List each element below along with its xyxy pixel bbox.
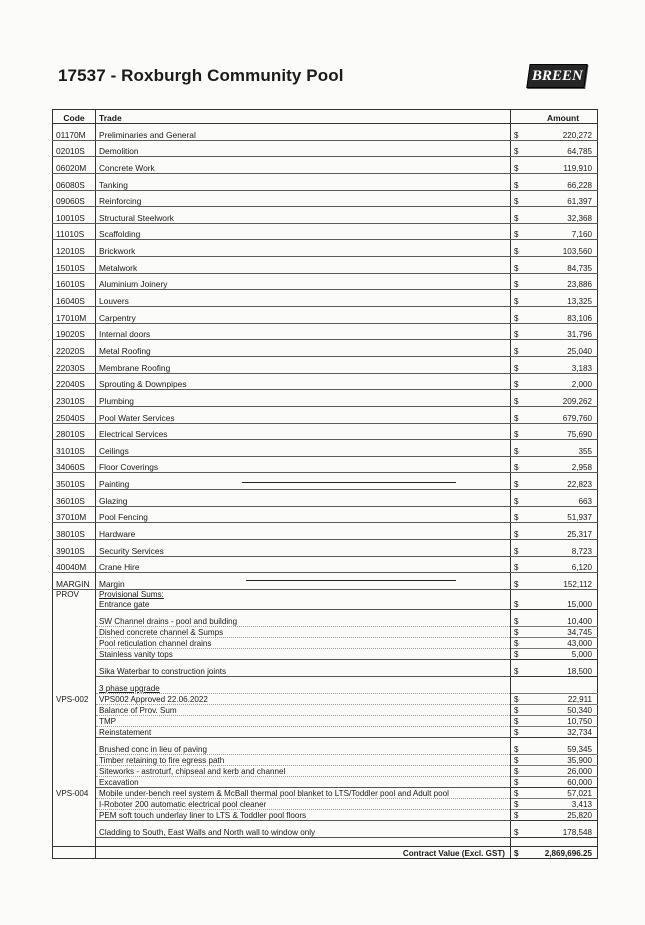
row-currency: $ bbox=[511, 754, 532, 765]
row-code: 12010S bbox=[53, 240, 96, 257]
row-amount: 10,750 bbox=[531, 715, 598, 726]
row-amount: 61,397 bbox=[531, 190, 598, 207]
row-trade: Sika Waterbar to construction joints bbox=[96, 666, 511, 677]
row-trade: Timber retaining to fire egress path bbox=[96, 754, 511, 765]
table-row bbox=[53, 573, 598, 590]
row-amount: 7,160 bbox=[531, 223, 598, 240]
row-amount: 355 bbox=[531, 440, 598, 457]
row-code: 37010M bbox=[53, 506, 96, 523]
row-currency: $ bbox=[511, 798, 532, 809]
row-amount: 2,958 bbox=[531, 456, 598, 473]
table-row bbox=[53, 423, 598, 440]
row-currency: $ bbox=[511, 666, 532, 677]
row-code: 02010S bbox=[53, 140, 96, 157]
row-amount: 66,228 bbox=[531, 173, 598, 190]
row-currency: $ bbox=[511, 290, 532, 307]
row-code: 39010S bbox=[53, 540, 96, 557]
table-row bbox=[53, 754, 598, 765]
row-amount: 18,500 bbox=[531, 666, 598, 677]
table-row bbox=[53, 257, 598, 274]
row-trade: TMP bbox=[96, 715, 511, 726]
row-trade: Siteworks - astroturf, chipseal and kerb and channel bbox=[96, 765, 511, 776]
table-row bbox=[53, 589, 598, 599]
row-currency: $ bbox=[511, 140, 532, 157]
row-code: 16010S bbox=[53, 273, 96, 290]
row-amount: 60,000 bbox=[531, 776, 598, 787]
table-row bbox=[53, 523, 598, 540]
row-amount: 10,400 bbox=[531, 616, 598, 627]
header-currency-spacer bbox=[511, 110, 532, 124]
row-amount: 64,785 bbox=[531, 140, 598, 157]
row-code: PROV bbox=[53, 589, 96, 599]
row-amount: 23,886 bbox=[531, 273, 598, 290]
table-row bbox=[53, 626, 598, 637]
row-trade: Preliminaries and General bbox=[96, 124, 511, 141]
row-trade: Scaffolding bbox=[96, 223, 511, 240]
row-amount: 31,796 bbox=[531, 323, 598, 340]
table-row bbox=[53, 273, 598, 290]
row-trade: Pool reticulation channel drains bbox=[96, 637, 511, 648]
row-currency: $ bbox=[511, 406, 532, 423]
row-currency: $ bbox=[511, 809, 532, 820]
table-row bbox=[53, 190, 598, 207]
row-amount: 209,262 bbox=[531, 390, 598, 407]
row-currency: $ bbox=[511, 765, 532, 776]
table-row bbox=[53, 323, 598, 340]
row-code: 22020S bbox=[53, 340, 96, 357]
row-trade: Pool Water Services bbox=[96, 406, 511, 423]
scan-mark-line bbox=[242, 482, 456, 483]
row-currency: $ bbox=[511, 456, 532, 473]
row-currency: $ bbox=[511, 599, 532, 610]
row-currency: $ bbox=[511, 440, 532, 457]
row-amount: 32,734 bbox=[531, 726, 598, 737]
row-code: 15010S bbox=[53, 257, 96, 274]
row-trade: Floor Coverings bbox=[96, 456, 511, 473]
cost-table bbox=[52, 109, 598, 859]
row-amount: 25,040 bbox=[531, 340, 598, 357]
row-trade: Brushed conc in lieu of paving bbox=[96, 744, 511, 755]
row-amount: 3,413 bbox=[531, 798, 598, 809]
table-row bbox=[53, 556, 598, 573]
row-trade: Stainless vanity tops bbox=[96, 648, 511, 659]
row-amount: 663 bbox=[531, 490, 598, 507]
row-currency: $ bbox=[511, 356, 532, 373]
row-currency: $ bbox=[511, 223, 532, 240]
row-amount: 2,000 bbox=[531, 373, 598, 390]
header-amount: Amount bbox=[531, 110, 598, 124]
row-trade: Entrance gate bbox=[96, 599, 511, 610]
row-trade: Metalwork bbox=[96, 257, 511, 274]
table-row bbox=[53, 490, 598, 507]
total-row bbox=[53, 846, 598, 858]
row-amount: 75,690 bbox=[531, 423, 598, 440]
row-currency: $ bbox=[511, 207, 532, 224]
row-currency: $ bbox=[511, 556, 532, 573]
row-amount: 35,900 bbox=[531, 754, 598, 765]
row-trade: Sprouting & Downpipes bbox=[96, 373, 511, 390]
row-amount: 103,560 bbox=[531, 240, 598, 257]
table-row bbox=[53, 683, 598, 694]
row-code: 36010S bbox=[53, 490, 96, 507]
row-code: 01170M bbox=[53, 124, 96, 141]
row-currency: $ bbox=[511, 340, 532, 357]
row-trade: I-Roboter 200 automatic electrical pool cleaner bbox=[96, 798, 511, 809]
row-currency: $ bbox=[511, 307, 532, 324]
row-currency: $ bbox=[511, 490, 532, 507]
row-trade: Reinstatement bbox=[96, 726, 511, 737]
logo-text: BREEN bbox=[531, 67, 583, 84]
row-code: 19020S bbox=[53, 323, 96, 340]
table-row bbox=[53, 124, 598, 141]
table-row bbox=[53, 704, 598, 715]
row-trade: SW Channel drains - pool and building bbox=[96, 616, 511, 627]
row-trade: Structural Steelwork bbox=[96, 207, 511, 224]
row-currency: $ bbox=[511, 523, 532, 540]
row-currency: $ bbox=[511, 776, 532, 787]
table-row bbox=[53, 666, 598, 677]
row-code: 38010S bbox=[53, 523, 96, 540]
row-code: VPS-002 bbox=[53, 693, 96, 704]
row-amount: 22,823 bbox=[531, 473, 598, 490]
row-trade: Mobile under-bench reel system & McBall thermal pool blanket to LTS/Toddler pool and Adult pool bbox=[96, 787, 511, 798]
table-row bbox=[53, 440, 598, 457]
row-trade: Crane Hire bbox=[96, 556, 511, 573]
row-currency: $ bbox=[511, 173, 532, 190]
row-amount: 5,000 bbox=[531, 648, 598, 659]
row-amount: 57,021 bbox=[531, 787, 598, 798]
row-trade: Security Services bbox=[96, 540, 511, 557]
table-row bbox=[53, 798, 598, 809]
row-currency: $ bbox=[511, 124, 532, 141]
row-code: 25040S bbox=[53, 406, 96, 423]
scan-mark-line bbox=[246, 580, 456, 581]
page-title: 17537 - Roxburgh Community Pool bbox=[58, 66, 344, 85]
table-row bbox=[53, 765, 598, 776]
table-row bbox=[53, 726, 598, 737]
row-trade: Tanking bbox=[96, 173, 511, 190]
row-amount: 43,000 bbox=[531, 637, 598, 648]
table-row bbox=[53, 406, 598, 423]
row-currency: $ bbox=[511, 648, 532, 659]
row-code: 16040S bbox=[53, 290, 96, 307]
row-amount: 220,272 bbox=[531, 124, 598, 141]
table-row bbox=[53, 787, 598, 798]
table-row bbox=[53, 240, 598, 257]
row-code: 06080S bbox=[53, 173, 96, 190]
row-trade: Metal Roofing bbox=[96, 340, 511, 357]
row-trade: Provisional Sums: bbox=[96, 589, 511, 599]
row-amount: 25,317 bbox=[531, 523, 598, 540]
row-currency: $ bbox=[511, 273, 532, 290]
table-row bbox=[53, 173, 598, 190]
row-code: 22030S bbox=[53, 356, 96, 373]
total-currency: $ bbox=[511, 846, 532, 858]
row-currency: $ bbox=[511, 506, 532, 523]
row-trade: Electrical Services bbox=[96, 423, 511, 440]
row-code: 11010S bbox=[53, 223, 96, 240]
row-code: 17010M bbox=[53, 307, 96, 324]
row-amount: 59,345 bbox=[531, 744, 598, 755]
row-trade: Margin bbox=[96, 573, 511, 590]
row-currency: $ bbox=[511, 704, 532, 715]
row-amount: 83,106 bbox=[531, 307, 598, 324]
row-trade: Excavation bbox=[96, 776, 511, 787]
row-currency: $ bbox=[511, 827, 532, 838]
row-currency: $ bbox=[511, 257, 532, 274]
row-amount: 84,735 bbox=[531, 257, 598, 274]
row-trade: PEM soft touch underlay liner to LTS & Toddler pool floors bbox=[96, 809, 511, 820]
breen-logo bbox=[526, 64, 587, 88]
table-row bbox=[53, 809, 598, 820]
row-currency: $ bbox=[511, 473, 532, 490]
row-code: 31010S bbox=[53, 440, 96, 457]
row-trade: Glazing bbox=[96, 490, 511, 507]
row-code: 23010S bbox=[53, 390, 96, 407]
row-code: VPS-004 bbox=[53, 787, 96, 798]
table-body bbox=[53, 124, 598, 859]
row-amount: 13,325 bbox=[531, 290, 598, 307]
row-amount: 3,183 bbox=[531, 356, 598, 373]
row-trade: Concrete Work bbox=[96, 157, 511, 174]
row-amount: 22,911 bbox=[531, 693, 598, 704]
row-trade: Pool Fencing bbox=[96, 506, 511, 523]
row-currency: $ bbox=[511, 540, 532, 557]
row-trade: Balance of Prov. Sum bbox=[96, 704, 511, 715]
table-row bbox=[53, 616, 598, 627]
table-row bbox=[53, 157, 598, 174]
table-row bbox=[53, 356, 598, 373]
row-currency: $ bbox=[511, 726, 532, 737]
table-row bbox=[53, 637, 598, 648]
row-trade: Carpentry bbox=[96, 307, 511, 324]
row-code: 35010S bbox=[53, 473, 96, 490]
table-row bbox=[53, 207, 598, 224]
row-amount: 25,820 bbox=[531, 809, 598, 820]
total-label: Contract Value (Excl. GST) bbox=[96, 846, 511, 858]
row-code: MARGIN bbox=[53, 573, 96, 590]
row-amount: 119,910 bbox=[531, 157, 598, 174]
table-row bbox=[53, 307, 598, 324]
row-trade: Aluminium Joinery bbox=[96, 273, 511, 290]
table-row bbox=[53, 540, 598, 557]
row-code: 10010S bbox=[53, 207, 96, 224]
table-row bbox=[53, 340, 598, 357]
row-trade: Painting bbox=[96, 473, 511, 490]
row-trade: Dished concrete channel & Sumps bbox=[96, 626, 511, 637]
table-row bbox=[53, 140, 598, 157]
table-row bbox=[53, 827, 598, 838]
row-amount: 679,760 bbox=[531, 406, 598, 423]
row-currency: $ bbox=[511, 715, 532, 726]
row-trade: Internal doors bbox=[96, 323, 511, 340]
row-trade: 3 phase upgrade bbox=[96, 683, 511, 694]
row-currency: $ bbox=[511, 787, 532, 798]
row-code: 22040S bbox=[53, 373, 96, 390]
table-row bbox=[53, 744, 598, 755]
row-amount: 178,548 bbox=[531, 827, 598, 838]
table-row bbox=[53, 373, 598, 390]
row-currency: $ bbox=[511, 190, 532, 207]
table-row bbox=[53, 599, 598, 610]
row-currency: $ bbox=[511, 423, 532, 440]
table-header-row bbox=[53, 110, 598, 124]
row-trade: Membrane Roofing bbox=[96, 356, 511, 373]
row-trade: Cladding to South, East Walls and North wall to window only bbox=[96, 827, 511, 838]
total-amount: 2,869,696.25 bbox=[531, 846, 598, 858]
row-trade: Louvers bbox=[96, 290, 511, 307]
table-row bbox=[53, 456, 598, 473]
row-code: 06020M bbox=[53, 157, 96, 174]
row-currency: $ bbox=[511, 390, 532, 407]
row-currency: $ bbox=[511, 323, 532, 340]
row-amount: 15,000 bbox=[531, 599, 598, 610]
row-amount: 50,340 bbox=[531, 704, 598, 715]
row-currency: $ bbox=[511, 373, 532, 390]
row-currency: $ bbox=[511, 744, 532, 755]
table-row bbox=[53, 693, 598, 704]
table-row bbox=[53, 715, 598, 726]
row-trade: VPS002 Approved 22.06.2022 bbox=[96, 693, 511, 704]
table-row bbox=[53, 506, 598, 523]
row-trade: Demolition bbox=[96, 140, 511, 157]
row-amount: 152,112 bbox=[531, 573, 598, 590]
table-row bbox=[53, 223, 598, 240]
row-currency: $ bbox=[511, 240, 532, 257]
row-trade: Reinforcing bbox=[96, 190, 511, 207]
row-amount: 6,120 bbox=[531, 556, 598, 573]
row-currency: $ bbox=[511, 573, 532, 590]
row-amount: 34,745 bbox=[531, 626, 598, 637]
row-trade: Ceilings bbox=[96, 440, 511, 457]
row-code: 09060S bbox=[53, 190, 96, 207]
table-row bbox=[53, 648, 598, 659]
row-currency: $ bbox=[511, 157, 532, 174]
row-currency: $ bbox=[511, 693, 532, 704]
row-trade: Hardware bbox=[96, 523, 511, 540]
row-code: 28010S bbox=[53, 423, 96, 440]
row-trade: Plumbing bbox=[96, 390, 511, 407]
row-code: 34060S bbox=[53, 456, 96, 473]
row-currency: $ bbox=[511, 626, 532, 637]
header-trade: Trade bbox=[96, 110, 511, 124]
row-amount: 51,937 bbox=[531, 506, 598, 523]
row-currency: $ bbox=[511, 616, 532, 627]
table-row bbox=[53, 776, 598, 787]
table-row bbox=[53, 390, 598, 407]
row-trade: Brickwork bbox=[96, 240, 511, 257]
header-code: Code bbox=[53, 110, 96, 124]
row-amount: 8,723 bbox=[531, 540, 598, 557]
row-amount: 26,000 bbox=[531, 765, 598, 776]
table-row bbox=[53, 290, 598, 307]
row-currency: $ bbox=[511, 637, 532, 648]
row-code: 40040M bbox=[53, 556, 96, 573]
row-amount: 32,368 bbox=[531, 207, 598, 224]
